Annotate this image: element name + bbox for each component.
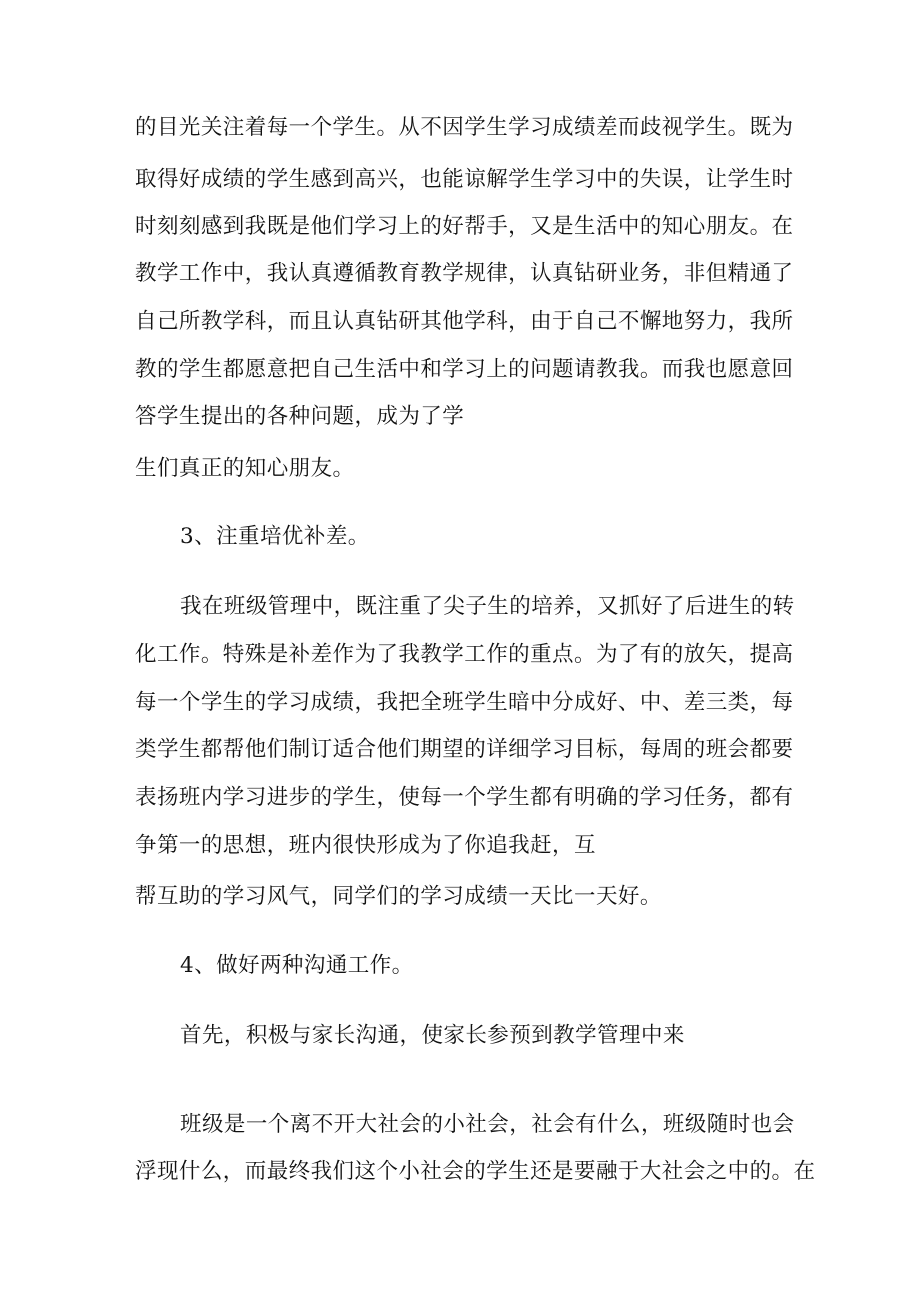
text-line: 自己所教学科，而且认真钻研其他学科，由于自己不懈地努力，我所 (135, 309, 794, 334)
text-line: 表扬班内学习进步的学生，使每一个学生都有明确的学习任务，都有 (135, 785, 794, 810)
text-line: 班级是一个离不开大社会的小社会，社会有什么，班级随时也会 (180, 1112, 795, 1137)
section-heading-4: 4、做好两种沟通工作。 (180, 953, 414, 978)
text-line: 的目光关注着每一个学生。从不因学生学习成绩差而歧视学生。既为 (135, 115, 794, 140)
text-line: 化工作。特殊是补差作为了我教学工作的重点。为了有的放矢，提高 (135, 642, 794, 667)
text-line: 时刻刻感到我既是他们学习上的好帮手，又是生活中的知心朋友。在 (135, 214, 794, 239)
text-line: 浮现什么，而最终我们这个小社会的学生还是要融于大社会之中的。在 (135, 1159, 816, 1184)
text-line: 我在班级管理中，既注重了尖子生的培养，又抓好了后进生的转 (180, 594, 795, 619)
text-line: 帮互助的学习风气，同学们的学习成绩一天比一天好。 (135, 884, 662, 909)
text-line: 教学工作中，我认真遵循教育教学规律，认真钻研业务，非但精通了 (135, 261, 794, 286)
text-line: 生们真正的知心朋友。 (135, 456, 355, 481)
section-heading-3: 3、注重培优补差。 (180, 524, 370, 549)
text-line: 答学生提出的各种问题，成为了学 (135, 404, 465, 429)
text-line: 取得好成绩的学生感到高兴，也能谅解学生学习中的失误，让学生时 (135, 167, 794, 192)
text-line: 教的学生都愿意把自己生活中和学习上的问题请教我。而我也愿意回 (135, 357, 794, 382)
text-line: 类学生都帮他们制订适合他们期望的详细学习目标，每周的班会都要 (135, 737, 794, 762)
text-line: 每一个学生的学习成绩，我把全班学生暗中分成好、中、差三类，每 (135, 690, 794, 715)
text-line: 争第一的思想，班内很快形成为了你追我赶，互 (135, 833, 596, 858)
subheading-4-1: 首先，积极与家长沟通，使家长参预到教学管理中来 (180, 1023, 685, 1048)
